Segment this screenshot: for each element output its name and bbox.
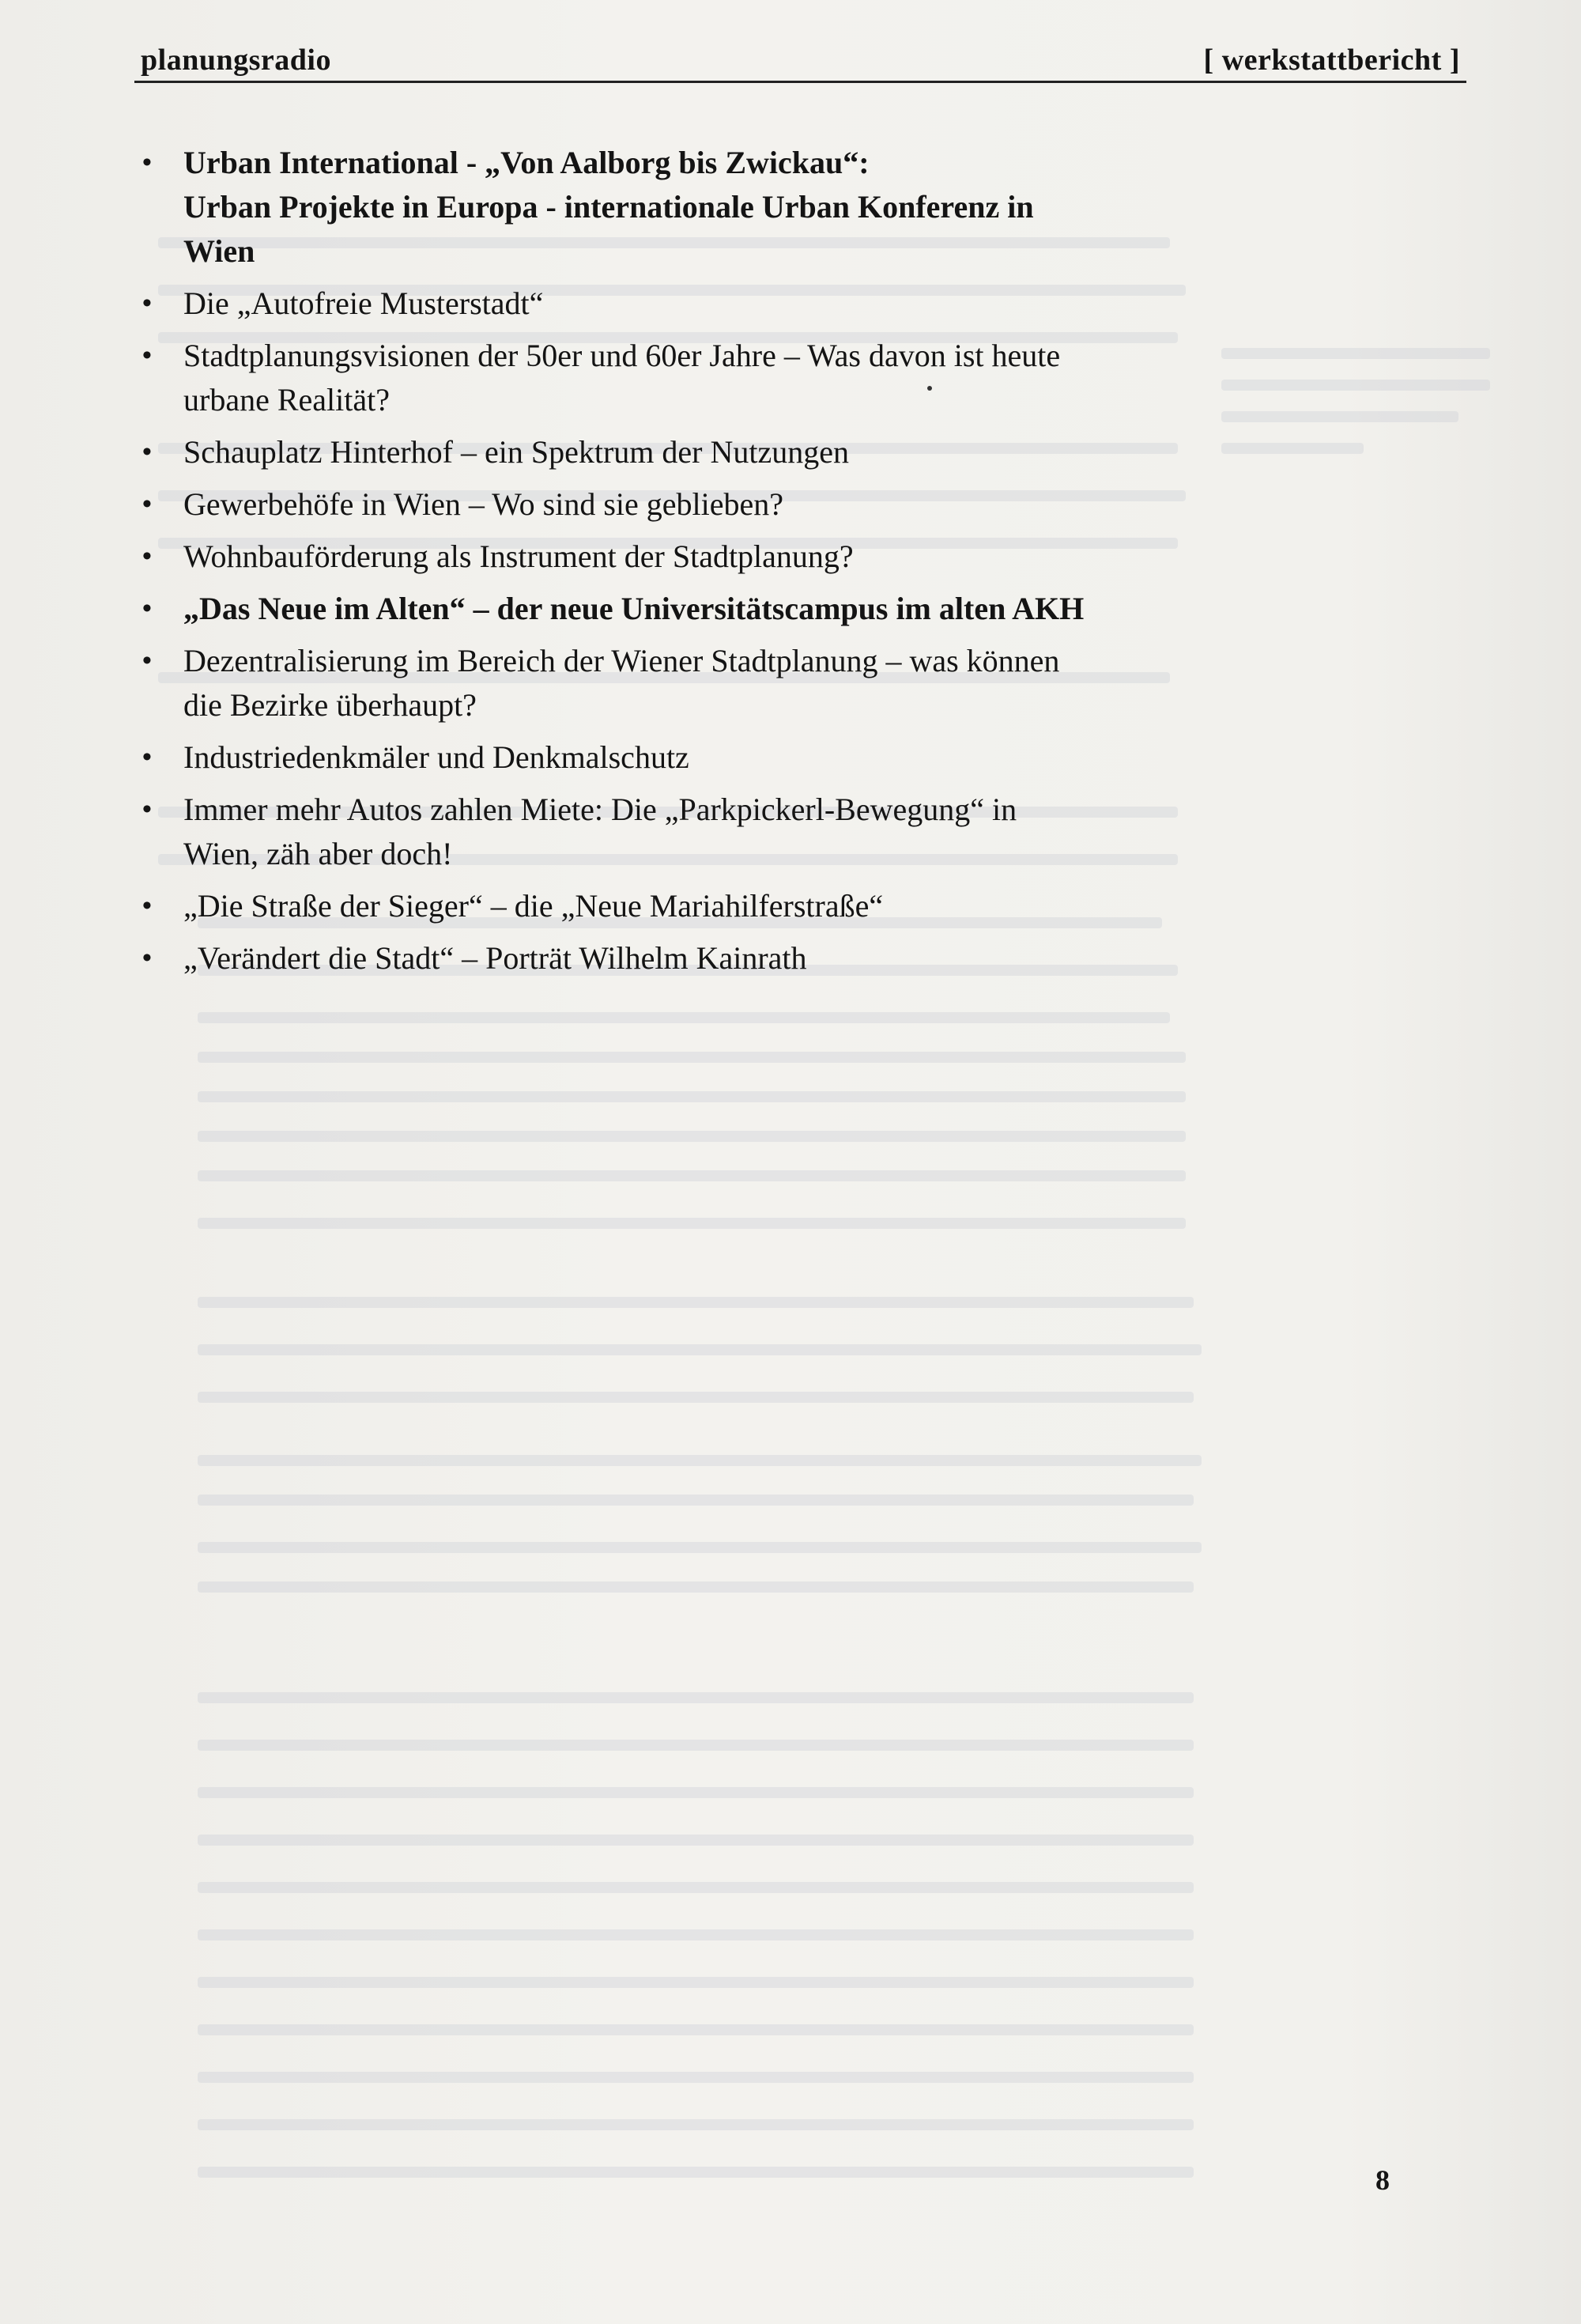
page-number: 8 <box>1375 2164 1390 2196</box>
bullet-icon: • <box>142 795 152 824</box>
topic-item <box>134 587 1194 631</box>
topic-item <box>134 884 1194 928</box>
bullet-icon: • <box>142 646 152 675</box>
topic-line: Wien <box>183 233 255 269</box>
scan-speck <box>927 386 932 391</box>
topic-list <box>134 141 1194 988</box>
topic-item <box>134 282 1194 326</box>
page-header <box>134 32 1466 83</box>
topic-line: die Bezirke überhaupt? <box>183 687 477 723</box>
topic-line: Stadtplanungsvisionen der 50er und 60er Jahre – Was davon ist heute <box>183 338 1061 373</box>
topic-line: Wien, zäh aber doch! <box>183 836 453 871</box>
topic-line: Urban Projekte in Europa - internationale Urban Konferenz in <box>183 189 1034 225</box>
topic-item <box>134 788 1194 876</box>
topic-item <box>134 141 1194 274</box>
bullet-icon: • <box>142 542 152 571</box>
topic-item <box>134 334 1194 422</box>
bullet-icon: • <box>142 148 152 177</box>
topic-item <box>134 430 1194 474</box>
topic-line: urbane Realität? <box>183 382 390 418</box>
topic-item <box>134 639 1194 727</box>
topic-line: Urban International - „Von Aalborg bis Zwickau“: <box>183 145 870 180</box>
header-publication-title: planungsradio <box>141 43 331 77</box>
topic-line: Wohnbauförderung als Instrument der Stadtplanung? <box>183 538 854 574</box>
topic-line: Schauplatz Hinterhof – ein Spektrum der Nutzungen <box>183 434 849 470</box>
bullet-icon: • <box>142 743 152 772</box>
topic-item <box>134 735 1194 780</box>
topic-line: Die „Autofreie Musterstadt“ <box>183 285 544 321</box>
topic-item <box>134 482 1194 527</box>
bullet-icon: • <box>142 489 152 519</box>
topic-item <box>134 535 1194 579</box>
topic-line: Gewerbehöfe in Wien – Wo sind sie geblieben? <box>183 486 784 522</box>
topic-line: Immer mehr Autos zahlen Miete: Die „Parkpickerl-Bewegung“ in <box>183 792 1017 827</box>
topic-line: „Die Straße der Sieger“ – die „Neue Mariahilferstraße“ <box>183 888 884 924</box>
bullet-icon: • <box>142 943 152 973</box>
bullet-icon: • <box>142 891 152 920</box>
bullet-icon: • <box>142 289 152 318</box>
bullet-icon: • <box>142 594 152 623</box>
bullet-icon: • <box>142 437 152 467</box>
topic-line: „Verändert die Stadt“ – Porträt Wilhelm Kainrath <box>183 940 807 976</box>
topic-item <box>134 936 1194 981</box>
topic-line: „Das Neue im Alten“ – der neue Universitätscampus im alten AKH <box>183 591 1085 626</box>
bullet-icon: • <box>142 341 152 370</box>
topic-line: Industriedenkmäler und Denkmalschutz <box>183 739 689 775</box>
header-section-label: [ werkstattbericht ] <box>1203 43 1460 77</box>
topic-line: Dezentralisierung im Bereich der Wiener Stadtplanung – was können <box>183 643 1060 678</box>
